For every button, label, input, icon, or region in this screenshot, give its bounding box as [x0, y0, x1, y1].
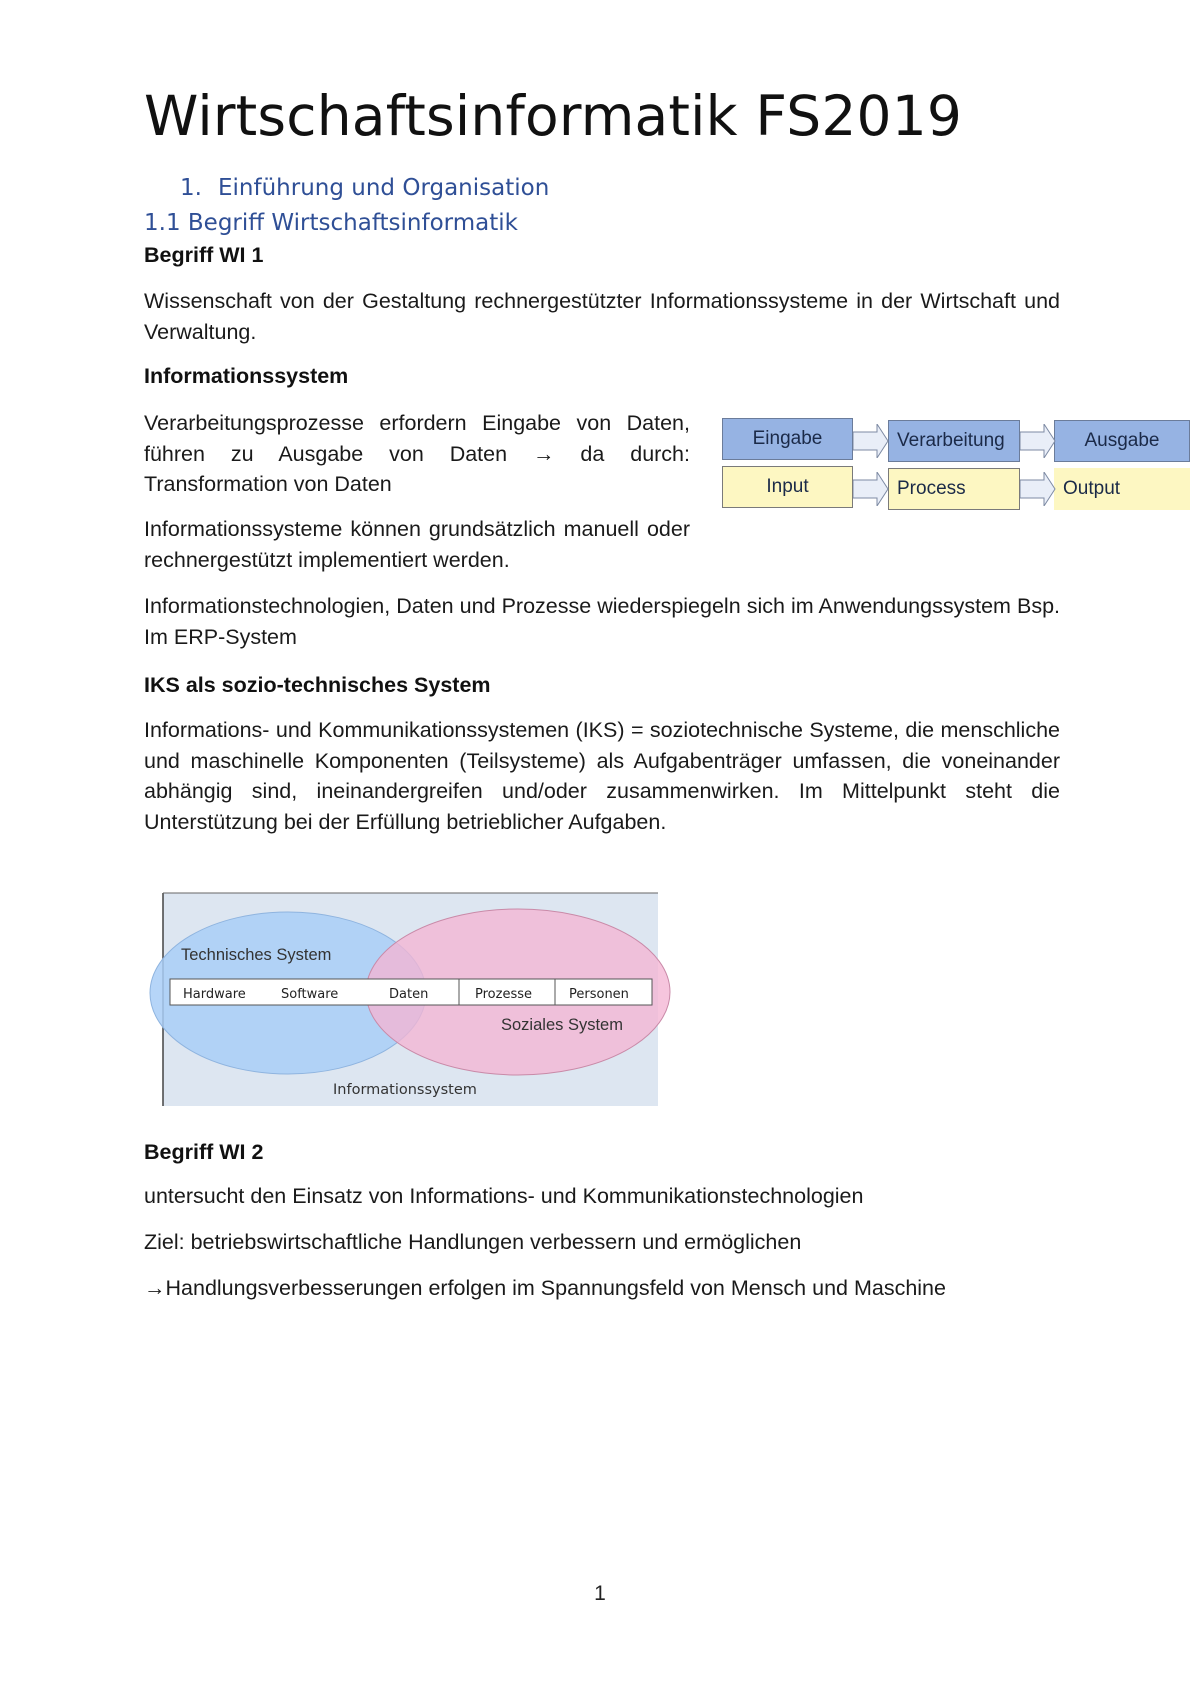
- technical-system-label: Technisches System: [181, 946, 332, 964]
- wi1-heading: Begriff WI 1: [144, 243, 264, 267]
- venn-diagram: [148, 890, 674, 1106]
- wi2-line-2: Ziel: betriebswirtschaftliche Handlungen verbessern und ermöglichen: [144, 1230, 802, 1254]
- iks-heading: IKS als sozio-technisches System: [144, 673, 491, 697]
- ipo-box-input: Input: [722, 466, 853, 508]
- wi1-paragraph: Wissenschaft von der Gestaltung rechnergestützter Informationssysteme in der Wirtschaft und Verwaltung.: [144, 289, 1060, 344]
- ipo-diagram: [722, 418, 1190, 510]
- iks-paragraph: Informations- und Kommunikationssystemen (IKS) = soziotechnische Systeme, die menschliche und maschinelle Komponenten (Teilsysteme) als Aufgabenträger umfassen, die voneinander abhängig sind, ineinandergreifen und/oder zusammenwirken. Im Mittelpunkt steht die Unterstützung bei der Erfüllung betrieblicher Aufgaben.: [144, 718, 1060, 834]
- component-prozesse: Prozesse: [475, 987, 532, 1002]
- chapter-title: Einführung und Organisation: [218, 175, 550, 201]
- ipo-box-process: Process: [888, 468, 1020, 510]
- arrow-right-icon: [853, 424, 889, 458]
- ipo-box-eingabe: Eingabe: [722, 418, 853, 460]
- arrow-right-icon: [1020, 472, 1056, 506]
- wi2-heading: Begriff WI 2: [144, 1140, 264, 1164]
- component-daten: Daten: [389, 987, 429, 1002]
- chapter-heading: [180, 175, 549, 201]
- infosys-paragraph-3: Informationstechnologien, Daten und Prozesse wiederspiegeln sich im Anwendungssystem Bsp. Im ERP-System: [144, 594, 1060, 649]
- page-number: 1: [594, 1582, 606, 1605]
- infosys-heading: Informationssystem: [144, 364, 349, 388]
- section-heading: 1.1 Begriff Wirtschaftsinformatik: [144, 210, 518, 236]
- infosys-paragraph-1: Verarbeitungsprozesse erfordern Eingabe von Daten, führen zu Ausgabe von Daten → da durch: Transformation von Daten: [144, 411, 690, 496]
- wi2-line-1: untersucht den Einsatz von Informations- und Kommunikationstechnologien: [144, 1184, 864, 1208]
- infosys-paragraph-2: Informationssysteme können grundsätzlich manuell oder rechnergestützt implementiert werden.: [144, 517, 690, 572]
- component-software: Software: [281, 987, 339, 1002]
- chapter-number: 1.: [180, 175, 202, 201]
- arrow-right-icon: [853, 472, 889, 506]
- component-personen: Personen: [569, 987, 629, 1002]
- ipo-box-ausgabe: Ausgabe: [1054, 420, 1190, 462]
- page-title: Wirtschaftsinformatik FS2019: [144, 84, 963, 148]
- wi2-line-3: →Handlungsverbesserungen erfolgen im Spannungsfeld von Mensch und Maschine: [144, 1276, 946, 1300]
- arrow-right-icon: [1020, 424, 1056, 458]
- informationssystem-label: Informationssystem: [333, 1082, 477, 1098]
- ipo-box-verarbeitung: Verarbeitung: [888, 420, 1020, 462]
- ipo-box-output: Output: [1054, 468, 1190, 510]
- venn-diagram-graphic: [148, 890, 674, 1106]
- social-system-label: Soziales System: [501, 1016, 623, 1034]
- component-hardware: Hardware: [183, 987, 246, 1002]
